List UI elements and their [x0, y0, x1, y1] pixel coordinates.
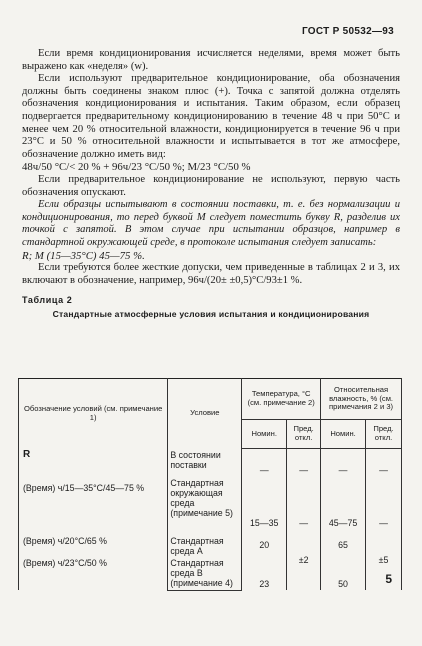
paragraph-preconditioning: Если используют предварительное кондиционирование, оба обозначения должны быть соединены знаком плюс (+). Точка с запятой должна отделять обозначения кондиционирования и испытания. Таким образом, если образец подвергается предварительному кондиционированию в течение 48 ч при 50°C и менее чем 20 % относительной влажности, кондиционируется в течение 96 ч при 23°C и 50 % относительной влажности и испытывается в тот же атмосфере, обозначение должно иметь вид: [22, 73, 400, 160]
cell-humidity-nominal: 50 [321, 557, 366, 590]
paragraph-weeks: Если время кондиционирования исчисляется неделями, время может быть выражено как «неделя» (w). [22, 48, 400, 72]
header-nominal-temperature: Номин. [242, 420, 287, 449]
cell-temperature-tolerance: — [287, 449, 321, 477]
formula-example: 48ч/50 °С/< 20 % + 96ч/23 °С/50 %; М/23 °С/50 % [22, 161, 251, 174]
header-tolerance-temperature: Пред. откл. [287, 420, 321, 449]
cell-condition: Стандартная среда В (примечание 4) [168, 557, 242, 590]
cell-designation: (Время) ч/15—35°С/45—75 % [19, 477, 168, 530]
header-tolerance-humidity: Пред. откл. [366, 420, 402, 449]
cell-temperature-tolerance: — [287, 477, 321, 530]
cell-temperature-nominal: 20 [242, 530, 287, 557]
cell-humidity-tolerance: — [366, 449, 402, 477]
cell-humidity-nominal: — [321, 449, 366, 477]
cell-humidity-nominal: 65 [321, 530, 366, 557]
paragraph-no-preconditioning: Если предварительное кондиционирование не используют, первую часть обозначения опускают. [22, 173, 400, 198]
cell-temperature-nominal: 23 [242, 557, 287, 590]
header-condition: Условие [168, 379, 242, 449]
table-label: Таблица 2 [22, 295, 73, 306]
cell-temperature-nominal: 15—35 [242, 477, 287, 530]
cell-temperature-nominal: — [242, 449, 287, 477]
table-row [19, 557, 402, 590]
paragraph-tolerances: Если требуются более жесткие допуски, чем приведенные в таблицах 2 и 3, их включают в обозначение, например, 96ч/(20± ±0,5)°С/93±1 %. [22, 262, 400, 286]
table-row [19, 449, 402, 477]
header-nominal-humidity: Номин. [321, 420, 366, 449]
conditions-table [18, 378, 402, 591]
document-header: ГОСТ Р 50532—93 [301, 26, 394, 37]
cell-humidity-tolerance: ±5 [366, 530, 402, 591]
page-body [22, 48, 400, 320]
header-designation: Обозначение условий (см. примечание 1) [19, 379, 168, 449]
cell-designation: (Время) ч/23°С/50 % [19, 557, 168, 590]
paragraph-as-received: Если образцы испытывают в состоянии поставки, т. е. без нормализации и кондиционирования, то перед буквой М следует поместить букву R, разделив их точкой с запятой. В этом случае при испытании образцов, например в стандартной окружающей среде, в протоколе испытания следует записать: [22, 199, 400, 248]
cell-condition: Стандартная среда А [168, 530, 242, 557]
header-humidity: Относительная влажность, % (см. примечания 2 и 3) [321, 379, 402, 420]
cell-humidity-tolerance: — [366, 477, 402, 530]
table-title: Стандартные атмосферные условия испытания и кондиционирования [52, 308, 370, 319]
formula-as-received: R; М (15—35°С) 45—75 %. [22, 249, 145, 262]
table-row [19, 477, 402, 530]
cell-humidity-nominal: 45—75 [321, 477, 366, 530]
cell-condition: Стандартная окружающая среда (примечание 5) [168, 477, 242, 530]
table-caption [22, 294, 400, 320]
cell-designation: (Время) ч/20°С/65 % [19, 530, 168, 557]
table-row [19, 530, 402, 557]
header-temperature: Температура, °С (см. примечание 2) [242, 379, 321, 420]
page-number: 5 [385, 572, 392, 586]
cell-designation: R [19, 449, 168, 477]
cell-condition: В состоянии поставки [168, 449, 242, 477]
cell-temperature-tolerance: ±2 [287, 530, 321, 591]
